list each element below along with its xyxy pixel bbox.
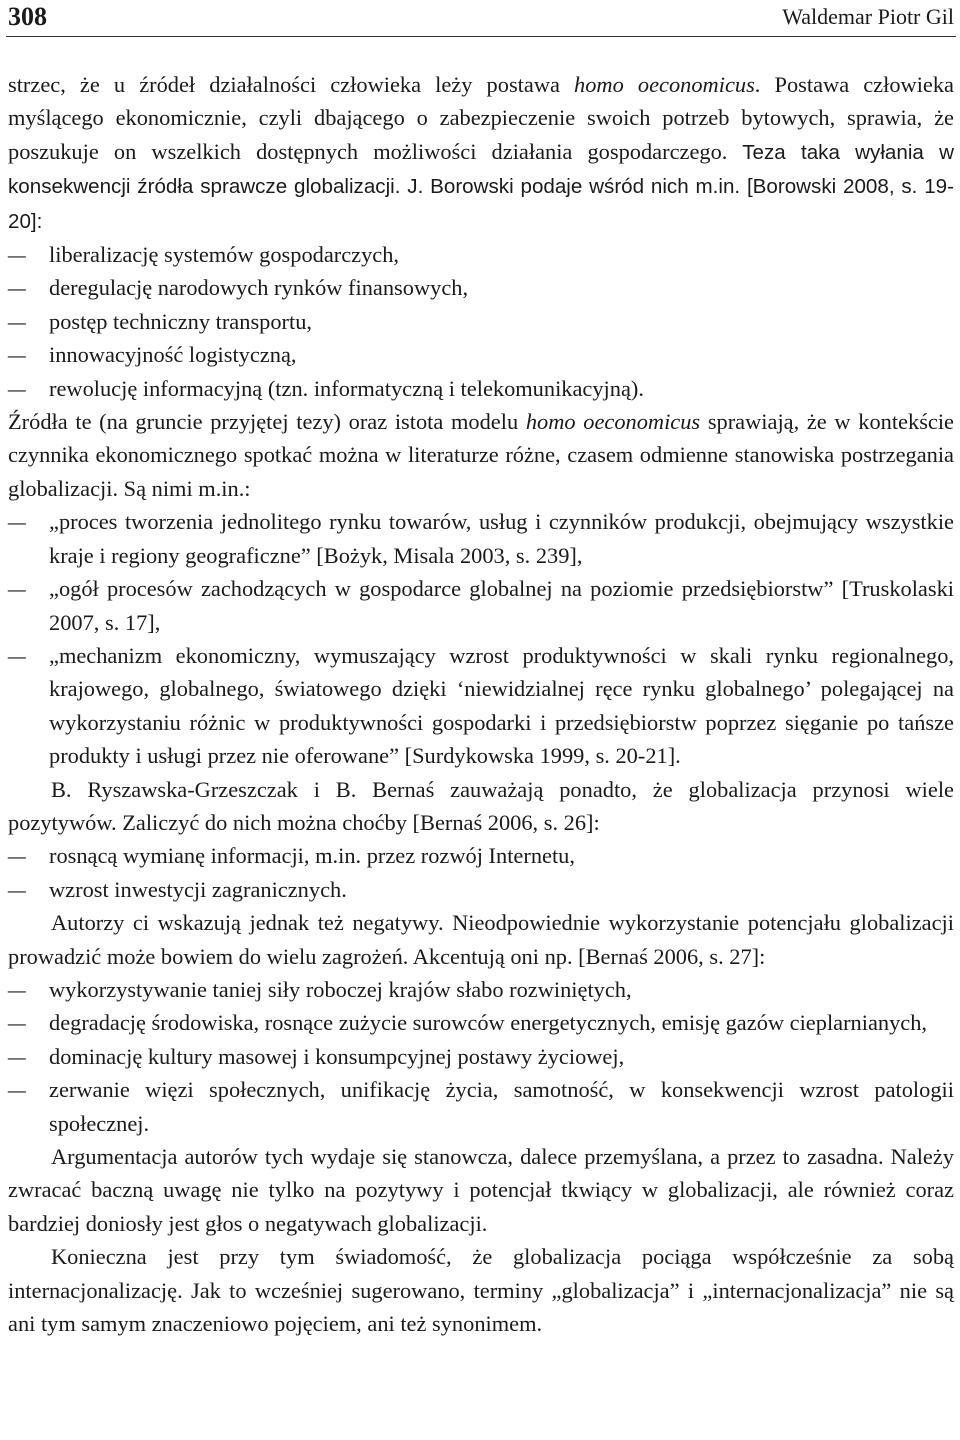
paragraph-3: B. Ryszawska-Grzeszczak i B. Bernaś zauważają ponadto, że globalizacja przynosi wiele pozytywów. Zaliczyć do nich można choćby [Bernaś 2006, s. 26]:: [8, 776, 954, 835]
list-item: – degradację środowiska, rosnące zużycie surowców energetycznych, emisję gazów cieplarnianych,: [8, 1006, 954, 1039]
paragraph-1: strzec, że u źródeł działalności człowieka leży postawa homo oeconomicus. Postawa człowieka myślącego ekonomicznie, czyli dbającego o zabezpieczenie swoich potrzeb bytowych, sprawia, że poszukuje on wszelkich dostępnych możliwości działania gospodarczego. Teza taka wyłania w konsekwencji źródła sprawcze globalizacji. J. Borowski podaje wśród nich m.in. [Borowski 2008, s. 19-20]:: [8, 72, 954, 233]
list-item: – deregulację narodowych rynków finansowych,: [8, 271, 954, 304]
list-item: – wykorzystywanie taniej siły roboczej krajów słabo rozwiniętych,: [8, 973, 954, 1006]
list-item: – postęp techniczny transportu,: [8, 305, 954, 338]
list-borowski-sources: [8, 238, 954, 405]
list-item: – rosnącą wymianę informacji, m.in. przez rozwój Internetu,: [8, 839, 954, 872]
paragraph-2: Źródła te (na gruncie przyjętej tezy) oraz istota modelu homo oeconomicus sprawiają, że w kontekście czynnika ekonomicznego spotkać można w literaturze różne, czasem odmienne stanowiska postrzegania globalizacji. Są nimi m.in.:: [8, 409, 954, 501]
list-item: – dominację kultury masowej i konsumpcyjnej postawy życiowej,: [8, 1040, 954, 1073]
sans-serif-passage: Teza taka wyłania w konsekwencji źródła sprawcze globalizacji. J. Borowski podaje wśród nich m.in. [Borowski 2008, s. 19-20]:: [8, 140, 954, 233]
paragraph-5: Argumentacja autorów tych wydaje się stanowcza, dalece przemyślana, a przez to zasadna. Należy zwracać baczną uwagę nie tylko na pozytywy i potencjał tkwiący w globalizacji, ale również coraz bardziej doniosły jest głos o negatywach globalizacji.: [8, 1144, 954, 1236]
list-item: – rewolucję informacyjną (tzn. informatyczną i telekomunikacyjną).: [8, 372, 954, 405]
list-item: – zerwanie więzi społecznych, unifikację życia, samotność, w konsekwencji wzrost patologii społecznej.: [8, 1073, 954, 1140]
page-number: 308: [8, 2, 47, 31]
paragraph-4: Autorzy ci wskazują jednak też negatywy. Nieodpowiednie wykorzystanie potencjału globalizacji prowadzić może bowiem do wielu zagrożeń. Akcentują oni np. [Bernaś 2006, s. 27]:: [8, 910, 954, 969]
page-body: [8, 68, 954, 1340]
list-item: – liberalizację systemów gospodarczych,: [8, 238, 954, 271]
list-item: – „proces tworzenia jednolitego rynku towarów, usług i czynników produkcji, obejmujący wszystkie kraje i regiony geograficzne” [Bożyk, Misala 2003, s. 239],: [8, 505, 954, 572]
page-header: [6, 0, 956, 37]
list-negatives: [8, 973, 954, 1140]
italic-term: homo oeconomicus: [525, 409, 701, 435]
list-positives: [8, 839, 954, 906]
running-head-author: Waldemar Piotr Gil: [782, 4, 954, 29]
list-item: – innowacyjność logistyczną,: [8, 338, 954, 371]
list-item: – „ogół procesów zachodzących w gospodarce globalnej na poziomie przedsiębiorstw” [Truskolaski 2007, s. 17],: [8, 572, 954, 639]
list-item: – wzrost inwestycji zagranicznych.: [8, 873, 954, 906]
paragraph-6: Konieczna jest przy tym świadomość, że globalizacja pociąga współcześnie za sobą internacjonalizację. Jak to wcześniej sugerowano, terminy „globalizacja” i „internacjonalizacja” nie są ani tym samym znaczeniowo pojęciem, ani też synonimem.: [8, 1244, 954, 1337]
list-definitions: [8, 505, 954, 772]
list-item: – „mechanizm ekonomiczny, wymuszający wzrost produktywności w skali rynku regionalnego, krajowego, globalnego, światowego dzięki ‘niewidzialnej ręce rynku globalnego’ polegającej na wykorzystaniu różnic w produktywności gospodarki i przedsiębiorstw poprzez sięganie po tańsze produkty i usługi przez nie oferowane” [Surdykowska 1999, s. 20-21].: [8, 639, 954, 773]
italic-term: homo oeconomicus: [574, 72, 755, 97]
